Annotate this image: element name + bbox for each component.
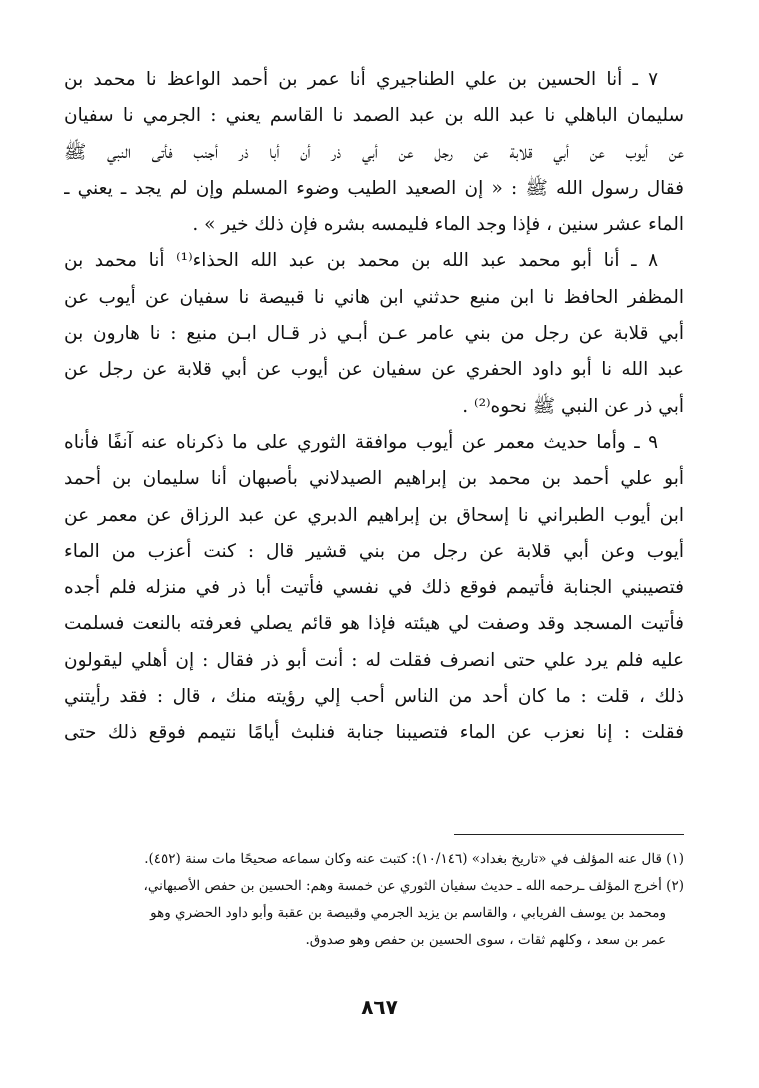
- footnotes: [64, 846, 684, 954]
- footnote-divider: [454, 834, 684, 835]
- footnote-line: (٢) أخرج المؤلف ـرحمه الله ـ حديث سفيان الثوري عن خمسة وهم: الحسين بن حفص الأصبهاني،: [143, 878, 684, 894]
- text-line: فأتيت المسجد وقد وصفت لي هيئته فإذا هو قائم يصلي فعرفته بالنعت فسلمت: [64, 613, 684, 635]
- main-text: [64, 62, 684, 752]
- text-line: ٩ ـ وأما حديث معمر عن أيوب موافقة الثوري على ما ذكرناه عنه آنفًا فأناه: [64, 431, 658, 453]
- text-line: فقلت : إنا نعزب عن الماء فتصيبنا جنابة فنلبث أيامًا نتيمم فوقع ذلك حتى: [64, 722, 684, 744]
- footnote-line: (١) قال عنه المؤلف في «تاريخ بغداد» (١٠/١٤٦): كتبت عنه وكان سماعه صحيحًا مات سنة (٤٥٢).: [144, 851, 684, 867]
- text-line: المظفر الحافظ نا ابن منيع حدثني ابن هاني نا قبيصة نا سفيان عن أيوب عن: [64, 286, 684, 308]
- text-line: عليه فلم يرد علي حتى انصرف فقلت له : أنت أبو ذر فقال : إن أهلي ليقولون: [64, 649, 684, 671]
- text-line: أبي ذر عن النبي ﷺ نحوه⁽²⁾ .: [462, 395, 684, 417]
- text-line: أبو علي أحمد بن محمد بن إبراهيم الصيدلاني بأصبهان أنا سليمان بن أحمد: [64, 468, 684, 490]
- footnote-line: عمر بن سعد ، وكلهم ثقات ، سوى الحسين بن حفص وهو صدوق.: [305, 932, 666, 948]
- text-line: عن أيوب عن أبي قلابة عن رجل عن أبي ذر أن أبا ذر أجنب فأتى النبي ﷺ: [64, 141, 684, 163]
- text-line: فقال رسول الله ﷺ : « إن الصعيد الطيب وضوء المسلم وإن لم يجد ـ يعني ـ: [64, 177, 684, 199]
- text-line: ٨ ـ أنا أبو محمد عبد الله بن محمد بن عبد الله الحذاء⁽¹⁾ أنا محمد بن: [64, 250, 658, 272]
- text-line: الماء عشر سنين ، فإذا وجد الماء فليمسه بشره فإن ذلك خير » .: [192, 214, 684, 236]
- page-content: [64, 62, 684, 948]
- text-line: سليمان الباهلي نا عبد الله بن عبد الصمد نا القاسم يعني : الجرمي نا سفيان: [64, 105, 684, 127]
- footnote-line: ومحمد بن يوسف الفريابي ، والقاسم بن يزيد الجرمي وقبيصة بن عقبة وأبو داود الحضري وهو: [150, 905, 666, 921]
- text-line: ذلك ، قلت : ما كان أحد من الناس أحب إلي رؤيته منك ، قال : فقد رأيتني: [64, 686, 684, 708]
- text-line: أبي قلابة عن رجل من بني عامر عـن أبـي ذر قـال ابـن منيع : نا هارون بن: [64, 323, 684, 345]
- text-line: أيوب وعن أبي قلابة عن رجل من بني قشير قال : كنت أعزب من الماء: [64, 540, 684, 562]
- text-line: فتصيبني الجنابة فأتيمم فوقع ذلك في نفسي فأتيت أبا ذر في منزله فلم أجده: [64, 577, 684, 599]
- page-number: ٨٦٧: [361, 995, 398, 1019]
- text-line: ابن أيوب الطبراني نا إسحاق بن إبراهيم الدبري عن عبد الرزاق عن معمر عن: [64, 504, 684, 526]
- text-line: ٧ ـ أنا الحسين بن علي الطناجيري أنا عمر بن أحمد الواعظ نا محمد بن: [64, 69, 658, 90]
- text-line: عبد الله نا أبو داود الحفري عن سفيان عن أيوب عن أبي قلابة عن رجل عن: [64, 359, 684, 381]
